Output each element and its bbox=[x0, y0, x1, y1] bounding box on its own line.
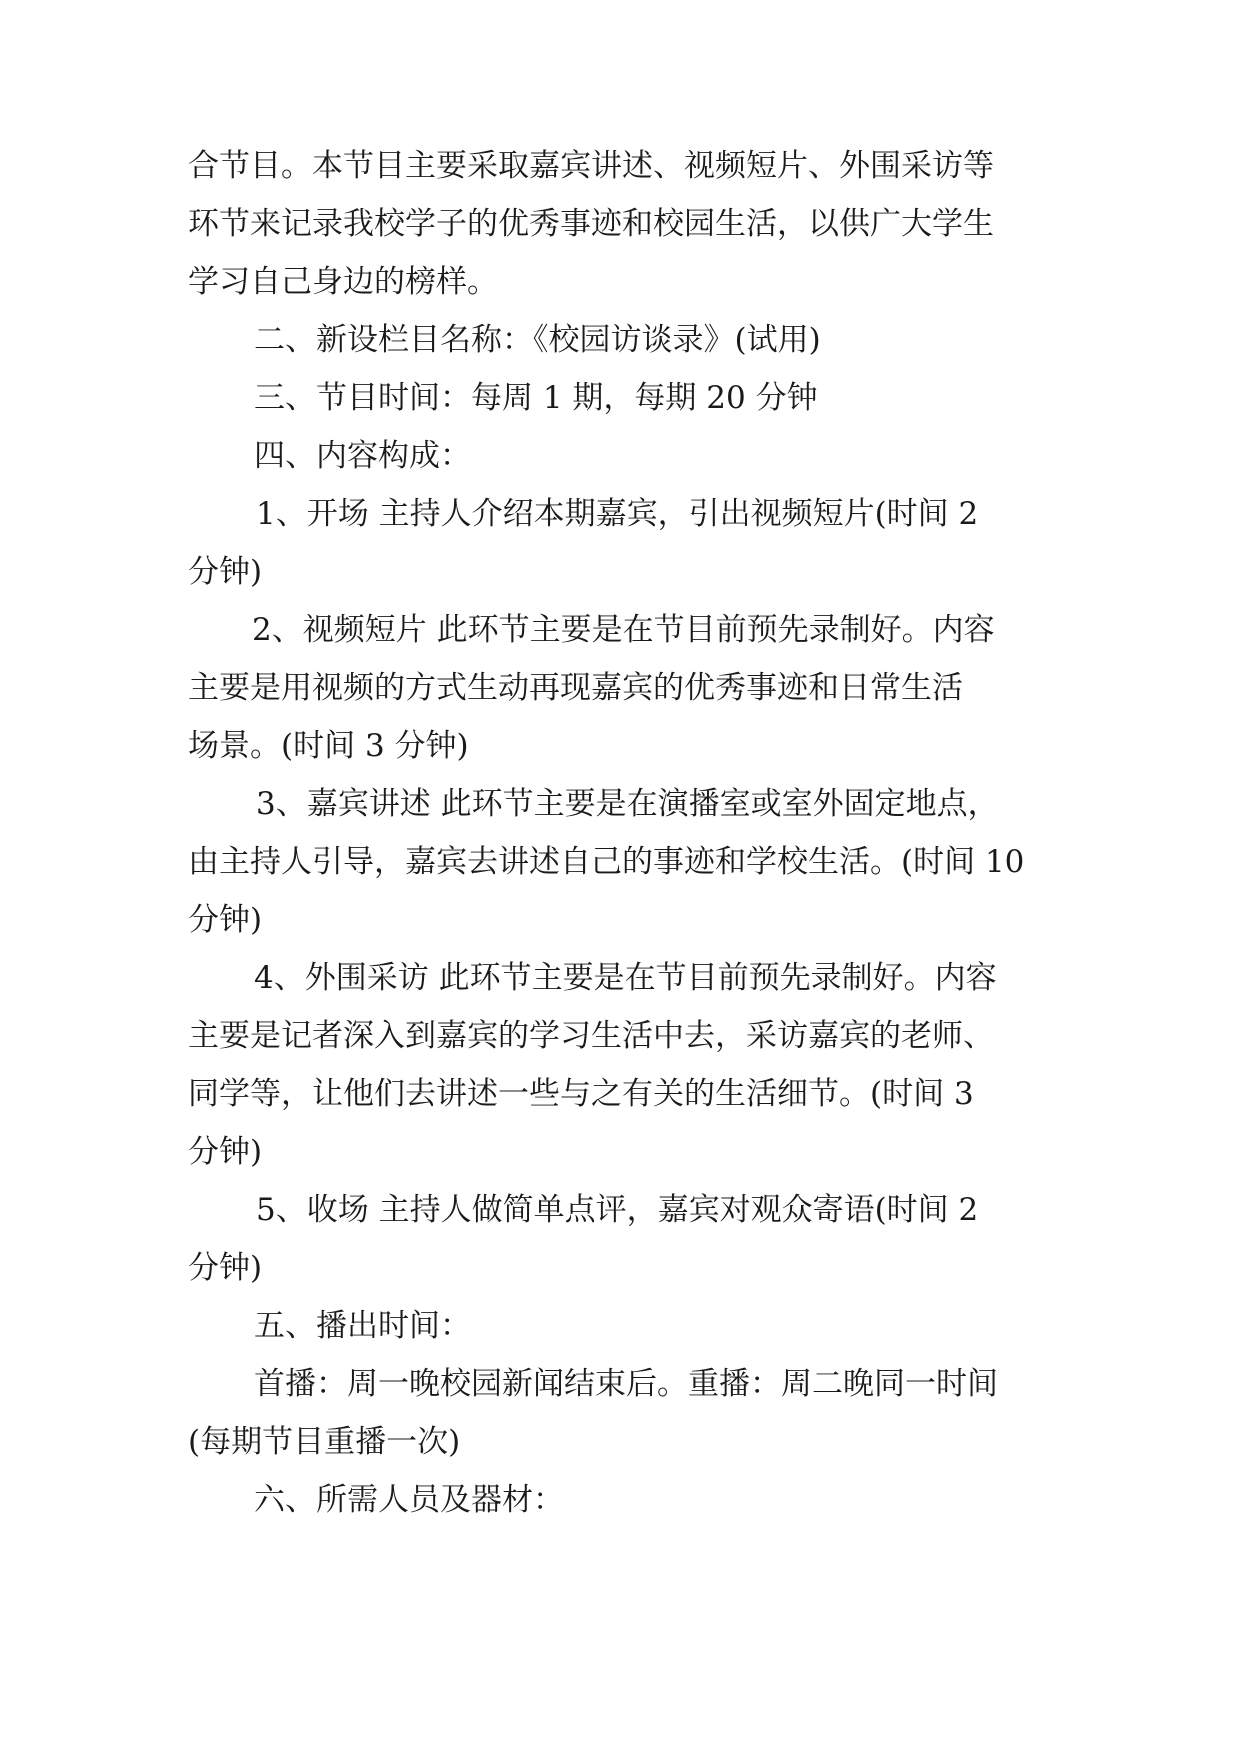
list-item-line: 场景。(时间 3 分钟) bbox=[188, 728, 469, 764]
list-item-line: 3、嘉宾讲述 此环节主要是在演播室或室外固定地点， bbox=[256, 786, 999, 822]
list-item-line: 分钟) bbox=[188, 554, 263, 590]
list-item-line: 同学等，让他们去讲述一些与之有关的生活细节。(时间 3 bbox=[188, 1076, 974, 1112]
section-heading: 六、所需人员及器材： bbox=[254, 1482, 564, 1518]
list-item-line: 主要是用视频的方式生动再现嘉宾的优秀事迹和日常生活 bbox=[188, 670, 963, 706]
paragraph-line: 学习自己身边的榜样。 bbox=[188, 264, 498, 300]
section-heading: 四、内容构成： bbox=[254, 438, 471, 474]
paragraph-line: (每期节目重播一次) bbox=[188, 1424, 461, 1460]
list-item-line: 1、开场 主持人介绍本期嘉宾，引出视频短片(时间 2 bbox=[256, 496, 979, 532]
list-item-line: 分钟) bbox=[188, 1134, 263, 1170]
list-item-line: 5、收场 主持人做简单点评，嘉宾对观众寄语(时间 2 bbox=[256, 1192, 979, 1228]
list-item-line: 2、视频短片 此环节主要是在节目前预先录制好。内容 bbox=[252, 612, 995, 648]
list-item-line: 4、外围采访 此环节主要是在节目前预先录制好。内容 bbox=[254, 960, 997, 996]
list-item-line: 分钟) bbox=[188, 1250, 263, 1286]
list-item-line: 由主持人引导，嘉宾去讲述自己的事迹和学校生活。(时间 10 bbox=[188, 844, 1025, 880]
list-item-line: 分钟) bbox=[188, 902, 263, 938]
list-item-line: 主要是记者深入到嘉宾的学习生活中去，采访嘉宾的老师、 bbox=[188, 1018, 994, 1054]
paragraph-line: 环节来记录我校学子的优秀事迹和校园生活，以供广大学生 bbox=[188, 206, 994, 242]
paragraph-line: 首播：周一晚校园新闻结束后。重播：周二晚同一时间 bbox=[254, 1366, 998, 1402]
paragraph-line: 合节目。本节目主要采取嘉宾讲述、视频短片、外围采访等 bbox=[188, 148, 994, 184]
section-heading: 二、新设栏目名称：《校园访谈录》(试用) bbox=[254, 322, 821, 358]
section-heading: 三、节目时间：每周 1 期，每期 20 分钟 bbox=[254, 380, 818, 416]
section-heading: 五、播出时间： bbox=[254, 1308, 471, 1344]
